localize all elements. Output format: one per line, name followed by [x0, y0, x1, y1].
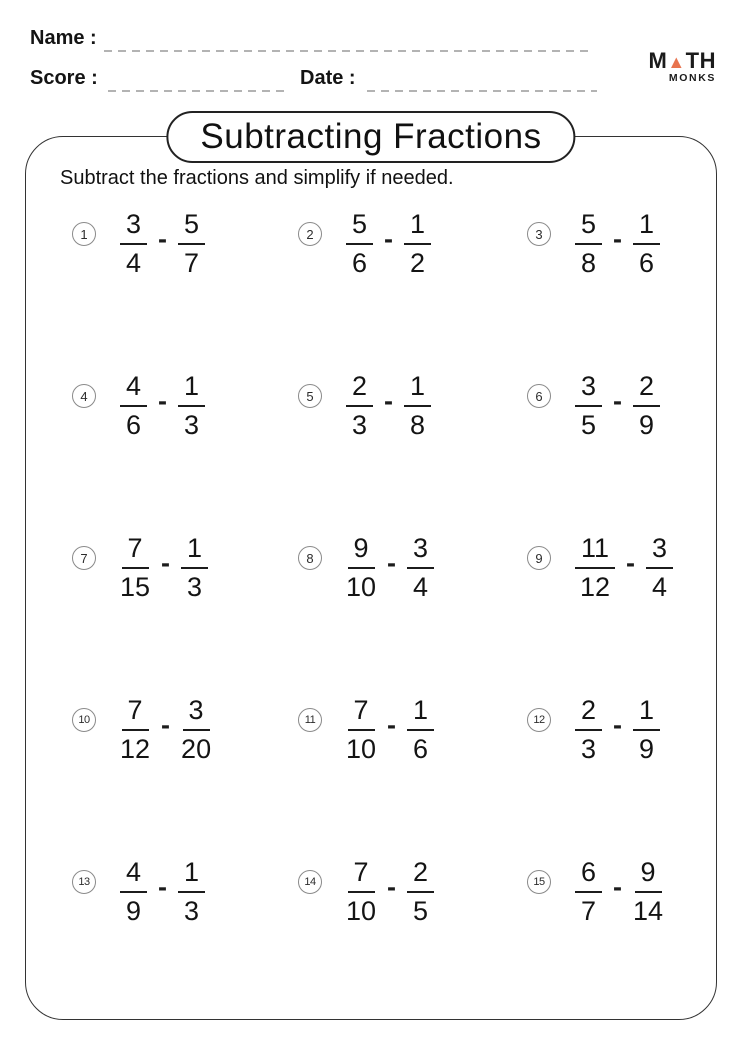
fraction-a-numerator: 4	[120, 371, 147, 407]
instruction-text: Subtract the fractions and simplify if needed.	[60, 167, 454, 189]
fraction-b	[407, 857, 434, 925]
fraction-b-numerator: 1	[633, 209, 660, 245]
problem	[72, 210, 298, 276]
problem-number: 9	[535, 550, 543, 566]
fraction-a-numerator: 7	[122, 695, 149, 731]
fraction-a	[346, 371, 373, 439]
problem-number-badge	[72, 870, 96, 894]
problem	[298, 534, 527, 600]
fraction-a-denominator: 10	[346, 572, 377, 602]
fraction-a-numerator: 7	[122, 533, 149, 569]
fraction-b-numerator: 1	[178, 371, 205, 407]
problem-number-badge	[527, 384, 551, 408]
problem-number: 13	[78, 876, 90, 888]
minus-sign: -	[613, 385, 623, 416]
page-title: Subtracting Fractions	[166, 111, 575, 163]
fraction-a-numerator: 9	[348, 533, 375, 569]
fraction-a	[575, 209, 602, 277]
problem-number-badge	[527, 222, 551, 246]
fraction-b-numerator: 3	[646, 533, 673, 569]
problem-number: 8	[306, 550, 314, 566]
fraction-b	[407, 533, 434, 601]
fraction-a-numerator: 4	[120, 857, 147, 893]
minus-sign: -	[161, 547, 171, 578]
date-line	[367, 90, 597, 92]
problem-number-badge	[298, 708, 322, 732]
problem-number: 10	[78, 714, 90, 726]
fraction-b	[633, 371, 660, 439]
fraction-a-denominator: 4	[126, 248, 142, 278]
fraction-a	[346, 695, 376, 763]
fraction-b-denominator: 3	[187, 572, 203, 602]
fraction-b-denominator: 20	[181, 734, 212, 764]
fraction-a-denominator: 6	[126, 410, 142, 440]
fraction-b-denominator: 4	[652, 572, 668, 602]
fraction-b-numerator: 1	[404, 371, 431, 407]
fraction-a-denominator: 12	[120, 734, 151, 764]
fraction-b	[178, 371, 205, 439]
problem-number-badge	[527, 870, 551, 894]
fraction-a-denominator: 8	[581, 248, 597, 278]
minus-sign: -	[161, 709, 171, 740]
fraction-b-denominator: 7	[184, 248, 200, 278]
fraction-b-numerator: 1	[633, 695, 660, 731]
fraction-b	[407, 695, 434, 763]
fraction-b-numerator: 3	[407, 533, 434, 569]
fraction-b	[181, 533, 208, 601]
fraction-b	[178, 857, 205, 925]
fraction-a	[575, 695, 602, 763]
fraction-a-numerator: 3	[120, 209, 147, 245]
minus-sign: -	[387, 871, 397, 902]
fraction-b-denominator: 8	[410, 410, 426, 440]
fraction-a	[346, 857, 376, 925]
fraction-b	[646, 533, 673, 601]
fraction-a-denominator: 5	[581, 410, 597, 440]
problem	[298, 696, 527, 762]
problem	[527, 210, 716, 276]
fraction-a-denominator: 9	[126, 896, 142, 926]
fraction-a	[346, 209, 373, 277]
logo-triangle-icon: ▲	[667, 52, 686, 72]
fraction-b-denominator: 6	[639, 248, 655, 278]
problem-number: 14	[304, 876, 316, 888]
fraction-b-numerator: 2	[633, 371, 660, 407]
problem-number-badge	[527, 546, 551, 570]
fraction-a-denominator: 6	[352, 248, 368, 278]
fraction-a	[575, 371, 602, 439]
problem-number: 5	[306, 388, 314, 404]
fraction-b-numerator: 1	[407, 695, 434, 731]
fraction-b-denominator: 4	[413, 572, 429, 602]
fraction-b	[633, 209, 660, 277]
fraction-a-denominator: 7	[581, 896, 597, 926]
fraction-a	[575, 533, 615, 601]
name-label: Name :	[30, 27, 97, 49]
minus-sign: -	[384, 385, 394, 416]
date-label: Date :	[300, 67, 356, 89]
score-line	[108, 90, 288, 92]
fraction-b-denominator: 9	[639, 734, 655, 764]
problem	[527, 696, 716, 762]
problem	[72, 696, 298, 762]
score-label: Score :	[30, 67, 98, 89]
minus-sign: -	[158, 871, 168, 902]
problem-number-badge	[72, 222, 96, 246]
fraction-b-denominator: 14	[633, 896, 664, 926]
fraction-a-numerator: 2	[346, 371, 373, 407]
fraction-a	[120, 371, 147, 439]
problem-number-badge	[298, 384, 322, 408]
logo-letter-m: M	[648, 48, 668, 73]
fraction-a	[120, 209, 147, 277]
fraction-b-denominator: 6	[413, 734, 429, 764]
fraction-b-numerator: 9	[635, 857, 662, 893]
problem	[298, 858, 527, 924]
fraction-b-denominator: 3	[184, 896, 200, 926]
fraction-b	[633, 857, 663, 925]
minus-sign: -	[613, 871, 623, 902]
minus-sign: -	[613, 223, 623, 254]
problem-number-badge	[72, 546, 96, 570]
problem	[298, 372, 527, 438]
fraction-a-numerator: 5	[346, 209, 373, 245]
problem	[527, 372, 716, 438]
fraction-a-numerator: 2	[575, 695, 602, 731]
name-line	[104, 50, 592, 52]
minus-sign: -	[384, 223, 394, 254]
minus-sign: -	[158, 223, 168, 254]
fraction-a	[120, 695, 150, 763]
math-monks-logo	[649, 50, 716, 84]
fraction-b-numerator: 2	[407, 857, 434, 893]
fraction-b-numerator: 5	[178, 209, 205, 245]
fraction-b	[633, 695, 660, 763]
fraction-a-denominator: 15	[120, 572, 151, 602]
problem-number: 12	[533, 714, 545, 726]
problem-number-badge	[72, 708, 96, 732]
fraction-a-numerator: 5	[575, 209, 602, 245]
problem-number-badge	[298, 870, 322, 894]
fraction-a-numerator: 7	[348, 695, 375, 731]
fraction-b-numerator: 3	[183, 695, 210, 731]
fraction-a-denominator: 3	[581, 734, 597, 764]
problem-number-badge	[527, 708, 551, 732]
fraction-b-numerator: 1	[404, 209, 431, 245]
fraction-a-numerator: 3	[575, 371, 602, 407]
problem	[527, 534, 716, 600]
minus-sign: -	[626, 547, 636, 578]
logo-math-word	[649, 50, 716, 72]
fraction-a	[346, 533, 376, 601]
problem-number: 15	[533, 876, 545, 888]
fraction-a-numerator: 11	[575, 533, 615, 569]
minus-sign: -	[387, 709, 397, 740]
fraction-a-denominator: 12	[579, 572, 611, 602]
minus-sign: -	[613, 709, 623, 740]
minus-sign: -	[387, 547, 397, 578]
fraction-b-numerator: 1	[178, 857, 205, 893]
logo-monks-word: MONKS	[668, 72, 716, 84]
problem	[527, 858, 716, 924]
fraction-a-denominator: 3	[352, 410, 368, 440]
fraction-b	[404, 209, 431, 277]
fraction-b	[404, 371, 431, 439]
fraction-b-denominator: 5	[413, 896, 429, 926]
fraction-b-numerator: 1	[181, 533, 208, 569]
problem	[72, 534, 298, 600]
problem-number: 3	[535, 226, 543, 242]
problem-number: 11	[304, 714, 316, 726]
fraction-a	[120, 533, 150, 601]
fraction-a-numerator: 7	[348, 857, 375, 893]
problems-grid	[72, 210, 716, 1020]
fraction-b	[178, 209, 205, 277]
fraction-b-denominator: 9	[639, 410, 655, 440]
fraction-a	[575, 857, 602, 925]
problem-number: 1	[80, 226, 88, 242]
worksheet-box	[25, 117, 717, 1020]
fraction-b-denominator: 2	[410, 248, 426, 278]
problem	[72, 858, 298, 924]
problem-number: 2	[306, 226, 314, 242]
fraction-b	[181, 695, 211, 763]
fraction-a-denominator: 10	[346, 734, 377, 764]
minus-sign: -	[158, 385, 168, 416]
problem-number-badge	[72, 384, 96, 408]
fraction-b-denominator: 3	[184, 410, 200, 440]
problem-number: 7	[80, 550, 88, 566]
fraction-a	[120, 857, 147, 925]
problem-number: 4	[80, 388, 88, 404]
fraction-a-denominator: 10	[346, 896, 377, 926]
problem	[298, 210, 527, 276]
problem	[72, 372, 298, 438]
problem-number-badge	[298, 546, 322, 570]
problem-number-badge	[298, 222, 322, 246]
fraction-a-numerator: 6	[575, 857, 602, 893]
problem-number: 6	[535, 388, 543, 404]
logo-letters-th: TH	[685, 48, 716, 73]
